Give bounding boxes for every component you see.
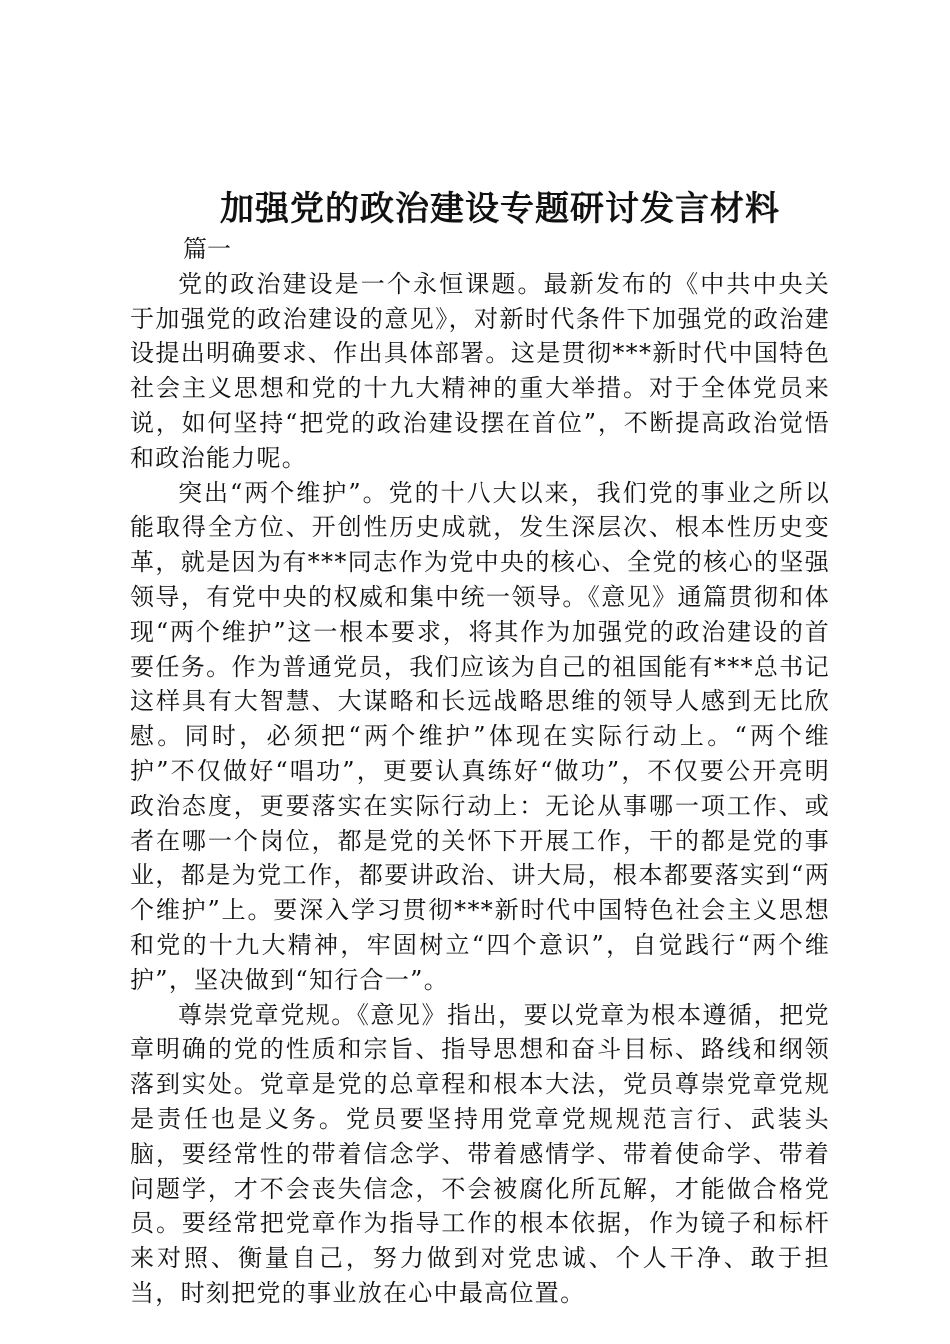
document-title: 加强党的政治建设专题研讨发言材料 [220,189,780,229]
document-body [130,232,830,1311]
paragraph-intro: 党的政治建设是一个永恒课题。最新发布的《中共中央关于加强党的政治建设的意见》，对新时代条件下加强党的政治建设提出明确要求、作出具体部署。这是贯彻***新时代中国特色社会主义思想和党的十九大精神的重大举措。对于全体党员来说，如何坚持“把党的政治建设摆在首位”，不断提高政治觉悟和政治能力呢。 [130,269,830,472]
paragraph-party-constitution: 尊崇党章党规。《意见》指出，要以党章为根本遵循，把党章明确的党的性质和宗旨、指导思想和奋斗目标、路线和纲领落到实处。党章是党的总章程和根本大法，党员尊崇党章党规是责任也是义务。党员要坚持用党章党规规范言行、武装头脑，要经常性的带着信念学、带着感情学、带着使命学、带着问题学，才不会丧失信念，不会被腐化所瓦解，才能做合格党员。要经常把党章作为指导工作的根本依据，作为镜子和标杆来对照、衡量自己，努力做到对党忠诚、个人干净、敢于担当，时刻把党的事业放在心中最高位置。 [130,1000,830,1307]
section-label: 篇一 [183,235,231,263]
paragraph-two-safeguards: 突出“两个维护”。党的十八大以来，我们党的事业之所以能取得全方位、开创性历史成就，发生深层次、根本性历史变革，就是因为有***同志作为党中央的核心、全党的核心的坚强领导，有党中央的权威和集中统一领导。《意见》通篇贯彻和体现“两个维护”这一根本要求，将其作为加强党的政治建设的首要任务。作为普通党员，我们应该为自己的祖国能有***总书记这样具有大智慧、大谋略和长远战略思维的领导人感到无比欣慰。同时，必须把“两个维护”体现在实际行动上。“两个维护”不仅做好“唱功”，更要认真练好“做功”，不仅要公开亮明政治态度，更要落实在实际行动上：无论从事哪一项工作、或者在哪一个岗位，都是党的关怀下开展工作，干的都是党的事业，都是为党工作，都要讲政治、讲大局，根本都要落实到“两个维护”上。要深入学习贯彻***新时代中国特色社会主义思想和党的十九大精神，牢固树立“四个意识”，自觉践行“两个维护”，坚决做到“知行合一”。 [130,478,830,994]
